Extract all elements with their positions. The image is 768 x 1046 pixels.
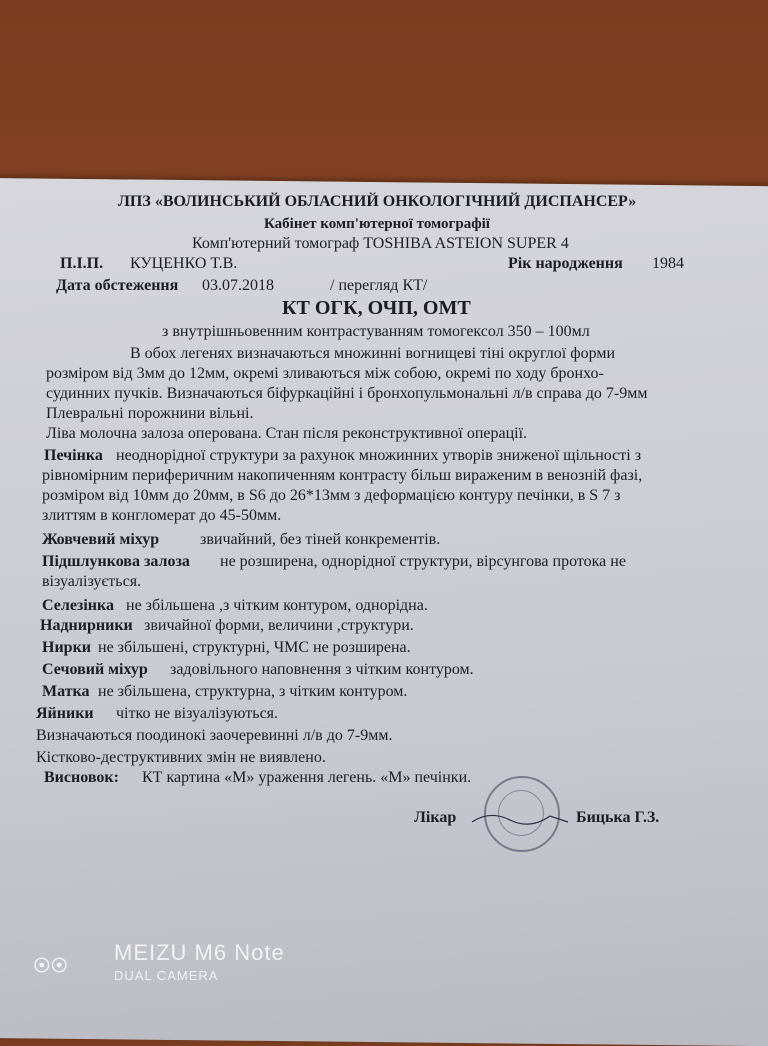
doctor-name: Бицька Г.З. [576, 809, 660, 826]
bladder-text: задовільного наповнення з чітким контуром. [170, 661, 474, 678]
camera-watermark [34, 940, 354, 990]
exam-title: КТ ОГК, ОЧП, ОМТ [282, 297, 471, 319]
camera-lens-icon [34, 948, 68, 982]
conclusion-label: Висновок: [44, 769, 119, 786]
birth-year: 1984 [652, 255, 684, 272]
pancreas-text-2: візуалізується. [42, 573, 142, 590]
liver-text-2: рівномірним периферичним накопиченням контрасту більш вираженим в венозній фазі, [42, 467, 643, 484]
uterus-label: Матка [42, 683, 90, 700]
signature-scribble [470, 808, 570, 828]
uterus-text: не збільшена, структурна, з чітким контуром. [98, 683, 408, 700]
exam-date: 03.07.2018 [202, 277, 274, 294]
body-line-5: Ліва молочна залоза оперована. Стан після реконструктивної операції. [46, 425, 528, 442]
ovary-label: Яйники [36, 705, 94, 722]
adrenal-text: звичайної форми, величини ,структури. [144, 617, 414, 634]
patient-name: КУЦЕНКО Т.В. [130, 255, 238, 272]
liver-text-4: злиттям в конгломерат до 45-50мм. [42, 507, 282, 524]
exam-date-label: Дата обстеження [56, 277, 179, 294]
review-note: / перегляд КТ/ [330, 277, 428, 294]
body-line-10: Визначаються поодинокі заочеревинні л/в до 7-9мм. [36, 727, 393, 744]
contrast-line: з внутрішньовенним контрастуванням томогексол 350 – 100мл [162, 323, 590, 340]
adrenal-label: Наднирники [40, 617, 133, 634]
body-line-1: В обох легенях визначаються множинні вогнищеві тіні округлої форми [130, 345, 616, 362]
bladder-label: Сечовий міхур [42, 661, 148, 678]
liver-label: Печінка [44, 447, 103, 464]
kidney-text: не збільшені, структурні, ЧМС не розширена. [98, 639, 411, 656]
institution-title: ЛПЗ «ВОЛИНСЬКИЙ ОБЛАСНИЙ ОНКОЛОГІЧНИЙ ДИСПАНСЕР» [118, 193, 637, 210]
gallbladder-text: звичайний, без тіней конкрементів. [200, 531, 441, 548]
watermark-brand: MEIZU M6 Note [114, 940, 285, 965]
liver-text-3: розміром від 10мм до 20мм, в S6 до 26*13мм з деформацією контуру печінки, в S 7 з [42, 487, 621, 504]
ovary-text: чітко не візуалізуються. [116, 705, 279, 722]
spleen-label: Селезінка [42, 597, 114, 614]
gallbladder-label: Жовчевий міхур [42, 531, 160, 548]
patient-name-label: П.І.П. [60, 255, 104, 272]
body-line-2: розміром від 3мм до 12мм, окремі зливаються між собою, окремі по ходу бронхо- [46, 365, 604, 382]
body-line-4: Плевральні порожнини вільні. [46, 405, 254, 422]
birth-year-label: Рік народження [508, 255, 623, 272]
body-line-11: Кістково-деструктивних змін не виявлено. [36, 749, 326, 766]
pancreas-text: не розширена, однорідної структури, вірсунгова протока не [220, 553, 626, 570]
spleen-text: не збільшена ,з чітким контуром, однорідна. [126, 597, 428, 614]
cabinet-title: Кабінет комп'ютерної томографії [264, 216, 490, 232]
pancreas-label: Підшлункова залоза [42, 553, 190, 570]
doctor-label: Лікар [414, 809, 457, 826]
conclusion-text: КТ картина «М» ураження легень. «М» печінки. [142, 769, 472, 786]
kidney-label: Нирки [42, 639, 91, 656]
body-line-3: судинних пучків. Визначаються біфуркаційні і бронхопульмональні л/в справа до 7-9мм [46, 385, 648, 402]
scanner-line: Комп'ютерний томограф TOSHIBA ASTEION SUPER 4 [192, 235, 569, 252]
watermark-sub: DUAL CAMERA [114, 968, 219, 983]
liver-text: неоднорідної структури за рахунок множинних утворів зниженої щільності з [116, 447, 642, 464]
